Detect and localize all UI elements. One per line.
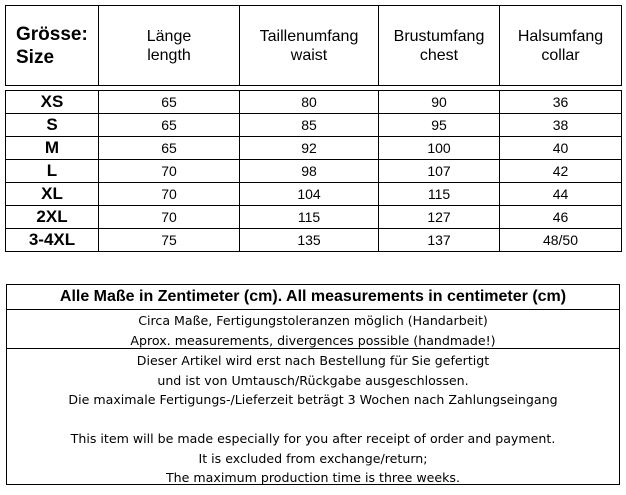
waist-cell: 115 <box>240 206 379 229</box>
chest-cell: 90 <box>379 91 500 114</box>
size-cell: XS <box>6 91 99 114</box>
header-chest-line2: chest <box>419 46 459 64</box>
chest-cell: 95 <box>379 114 500 137</box>
chest-cell: 100 <box>379 137 500 160</box>
size-cell: XL <box>6 183 99 206</box>
header-length-line2: length <box>147 46 191 64</box>
collar-cell: 42 <box>500 160 622 183</box>
header-collar <box>500 6 622 86</box>
size-cell: 2XL <box>6 206 99 229</box>
collar-cell: 36 <box>500 91 622 114</box>
info-de-line: Dieser Artikel wird erst nach Bestellung für Sie gefertigt <box>136 353 490 368</box>
header-length <box>99 6 240 86</box>
header-collar-line2: collar <box>541 46 580 64</box>
size-row <box>6 183 622 206</box>
size-cell: L <box>6 160 99 183</box>
size-row <box>6 229 622 252</box>
header-chest <box>379 6 500 86</box>
info-de-line: und ist von Umtausch/Rückgabe ausgeschlossen. <box>157 372 469 388</box>
length-cell: 70 <box>99 183 240 206</box>
notes-title: Alle Maße in Zentimeter (cm). All measurements in centimeter (cm) <box>7 285 619 310</box>
collar-cell: 40 <box>500 137 622 160</box>
size-table-body <box>6 91 622 252</box>
waist-cell: 98 <box>240 160 379 183</box>
info-section <box>7 349 619 488</box>
tolerance-section <box>7 310 619 349</box>
notes-box <box>6 284 620 485</box>
waist-cell: 104 <box>240 183 379 206</box>
info-spacer <box>7 410 619 430</box>
tolerance-de: Circa Maße, Fertigungstoleranzen möglich (Handarbeit) <box>138 313 488 328</box>
size-table-header-row <box>6 6 622 86</box>
length-cell: 65 <box>99 137 240 160</box>
length-cell: 70 <box>99 160 240 183</box>
collar-cell: 38 <box>500 114 622 137</box>
waist-cell: 80 <box>240 91 379 114</box>
info-en-line: The maximum production time is three weeks. <box>165 470 460 485</box>
header-length-line1: Länge <box>146 27 192 45</box>
header-size <box>6 6 99 86</box>
waist-cell: 92 <box>240 137 379 160</box>
size-cell: 3-4XL <box>6 229 99 252</box>
header-collar-line1: Halsumfang <box>517 27 604 45</box>
length-cell: 65 <box>99 114 240 137</box>
info-en-line: This item will be made especially for you after receipt of order and payment. <box>70 431 556 446</box>
size-row <box>6 91 622 114</box>
tolerance-en: Aprox. measurements, divergences possible (handmade!) <box>130 332 496 348</box>
header-waist-line1: Taillenumfang <box>259 27 359 45</box>
header-chest-line1: Brustumfang <box>393 27 485 45</box>
size-row <box>6 114 622 137</box>
info-de-line: Die maximale Fertigungs-/Lieferzeit beträgt 3 Wochen nach Zahlungseingang <box>68 392 558 407</box>
size-cell: M <box>6 137 99 160</box>
info-en-line: It is excluded from exchange/return; <box>198 450 428 466</box>
size-table <box>5 5 622 252</box>
chest-cell: 107 <box>379 160 500 183</box>
chest-cell: 127 <box>379 206 500 229</box>
length-cell: 65 <box>99 91 240 114</box>
collar-cell: 44 <box>500 183 622 206</box>
header-size-line2: Size <box>16 46 55 68</box>
size-row <box>6 137 622 160</box>
size-row <box>6 160 622 183</box>
length-cell: 70 <box>99 206 240 229</box>
collar-cell: 46 <box>500 206 622 229</box>
size-cell: S <box>6 114 99 137</box>
header-waist-line2: waist <box>290 46 328 64</box>
size-row <box>6 206 622 229</box>
collar-cell: 48/50 <box>500 229 622 252</box>
header-size-line1: Grösse: <box>16 23 88 45</box>
header-waist <box>240 6 379 86</box>
waist-cell: 85 <box>240 114 379 137</box>
length-cell: 75 <box>99 229 240 252</box>
chest-cell: 115 <box>379 183 500 206</box>
waist-cell: 135 <box>240 229 379 252</box>
chest-cell: 137 <box>379 229 500 252</box>
